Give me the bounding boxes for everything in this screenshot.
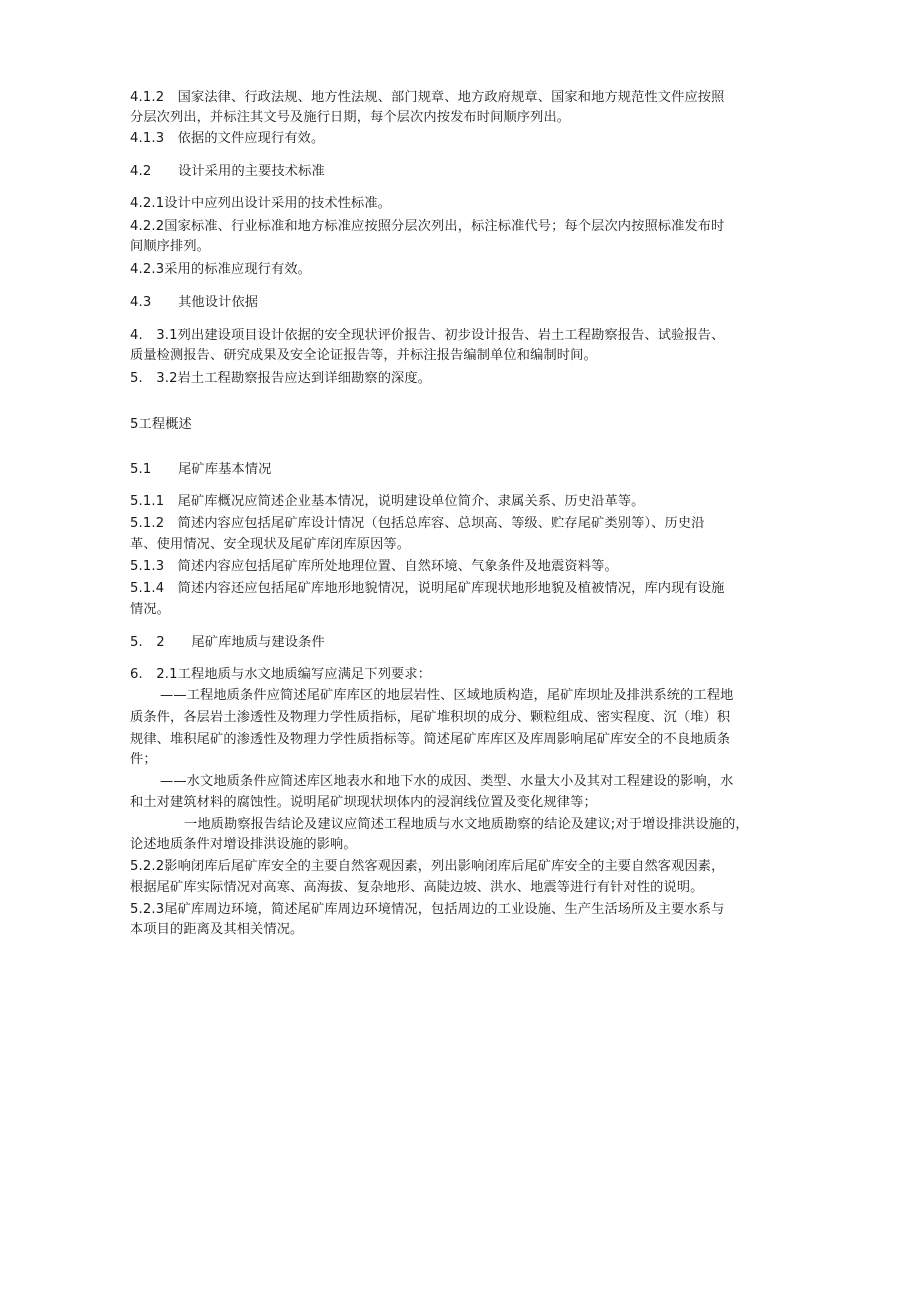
text-line: 4.2.3采用的标准应现行有效。 (130, 262, 312, 277)
text-line: 5.1.2 简述内容应包括尾矿库设计情况（包括总库容、总坝高、等级、贮存尾矿类别等）、历史沿 (130, 516, 705, 531)
text-line: 质量检测报告、研究成果及安全论证报告等，并标注报告编制单位和编制时间。 (130, 348, 597, 363)
text-line: 5. 3.2岩土工程勘察报告应达到详细勘察的深度。 (130, 371, 432, 386)
text-line: 4.1.3 依据的文件应现行有效。 (130, 131, 325, 146)
text-line: 间顺序排列。 (130, 239, 211, 254)
text-line: 4.1.2 国家法律、行政法规、地方性法规、部门规章、地方政府规章、国家和地方规范性文件应按照 (130, 90, 725, 105)
text-line: 4. 3.1列出建设项目设计依据的安全现状评价报告、初步设计报告、岩土工程勘察报告、试验报告、 (130, 328, 725, 343)
section-heading: 4.2 设计采用的主要技术标准 (130, 164, 325, 179)
text-line: 5.1.1 尾矿库概况应简述企业基本情况，说明建设单位简介、隶属关系、历史沿革等。 (130, 494, 645, 509)
text-line: 5.2.3尾矿库周边环境，简述尾矿库周边环境情况，包括周边的工业设施、生产生活场所及主要水系与 (130, 902, 725, 917)
text-line: 论述地质条件对增设排洪设施的影响。 (130, 837, 357, 852)
list-item: ——工程地质条件应简述尾矿库库区的地层岩性、区域地质构造，尾矿库坝址及排洪系统的工程地 (160, 688, 734, 703)
text-line: 情况。 (130, 602, 171, 617)
text-line: 质条件，各层岩土渗透性及物理力学性质指标，尾矿堆积坝的成分、颗粒组成、密实程度、沉（堆）积 (130, 710, 731, 725)
text-line: 4.2.1设计中应列出设计采用的技术性标准。 (130, 196, 392, 211)
text-line: 4.2.2国家标准、行业标准和地方标准应按照分层次列出，标注标准代号；每个层次内按照标准发布时 (130, 219, 725, 234)
text-line: 分层次列出，并标注其文号及施行日期，每个层次内按发布时间顺序列出。 (130, 110, 571, 125)
chapter-heading: 5工程概述 (130, 417, 192, 432)
text-line: 本项目的距离及其相关情况。 (130, 922, 304, 937)
text-line: 5.1.3 简述内容应包括尾矿库所处地理位置、自然环境、气象条件及地震资料等。 (130, 559, 618, 574)
text-line: 规律、堆积尾矿的渗透性及物理力学性质指标等。简述尾矿库库区及库周影响尾矿库安全的不良地质条 (130, 732, 731, 747)
list-item: ——水文地质条件应简述库区地表水和地下水的成因、类型、水量大小及其对工程建设的影响，水 (160, 774, 734, 789)
text-line: 件； (130, 752, 157, 767)
text-line: 6. 2.1工程地质与水文地质编写应满足下列要求： (130, 667, 432, 682)
text-line: 5.1.4 简述内容还应包括尾矿库地形地貌情况，说明尾矿库现状地形地貌及植被情况，库内现有设施 (130, 581, 725, 596)
text-line: 根据尾矿库实际情况对高寒、高海拔、复杂地形、高陡边坡、洪水、地震等进行有针对性的说明。 (130, 880, 704, 895)
section-heading: 5.1 尾矿库基本情况 (130, 462, 272, 477)
text-line: 5.2.2影响闭库后尾矿库安全的主要自然客观因素，列出影响闭库后尾矿库安全的主要自然客观因素， (130, 859, 725, 874)
list-item: 一地质勘察报告结论及建议应简述工程地质与水文地质勘察的结论及建议;对于增设排洪设施的， (184, 817, 749, 832)
section-heading: 5. 2 尾矿库地质与建设条件 (130, 635, 325, 650)
text-line: 革、使用情况、安全现状及尾矿库闭库原因等。 (130, 537, 411, 552)
text-line: 和土对建筑材料的腐蚀性。说明尾矿坝现状坝体内的浸润线位置及变化规律等； (130, 795, 597, 810)
section-heading: 4.3 其他设计依据 (130, 295, 259, 310)
